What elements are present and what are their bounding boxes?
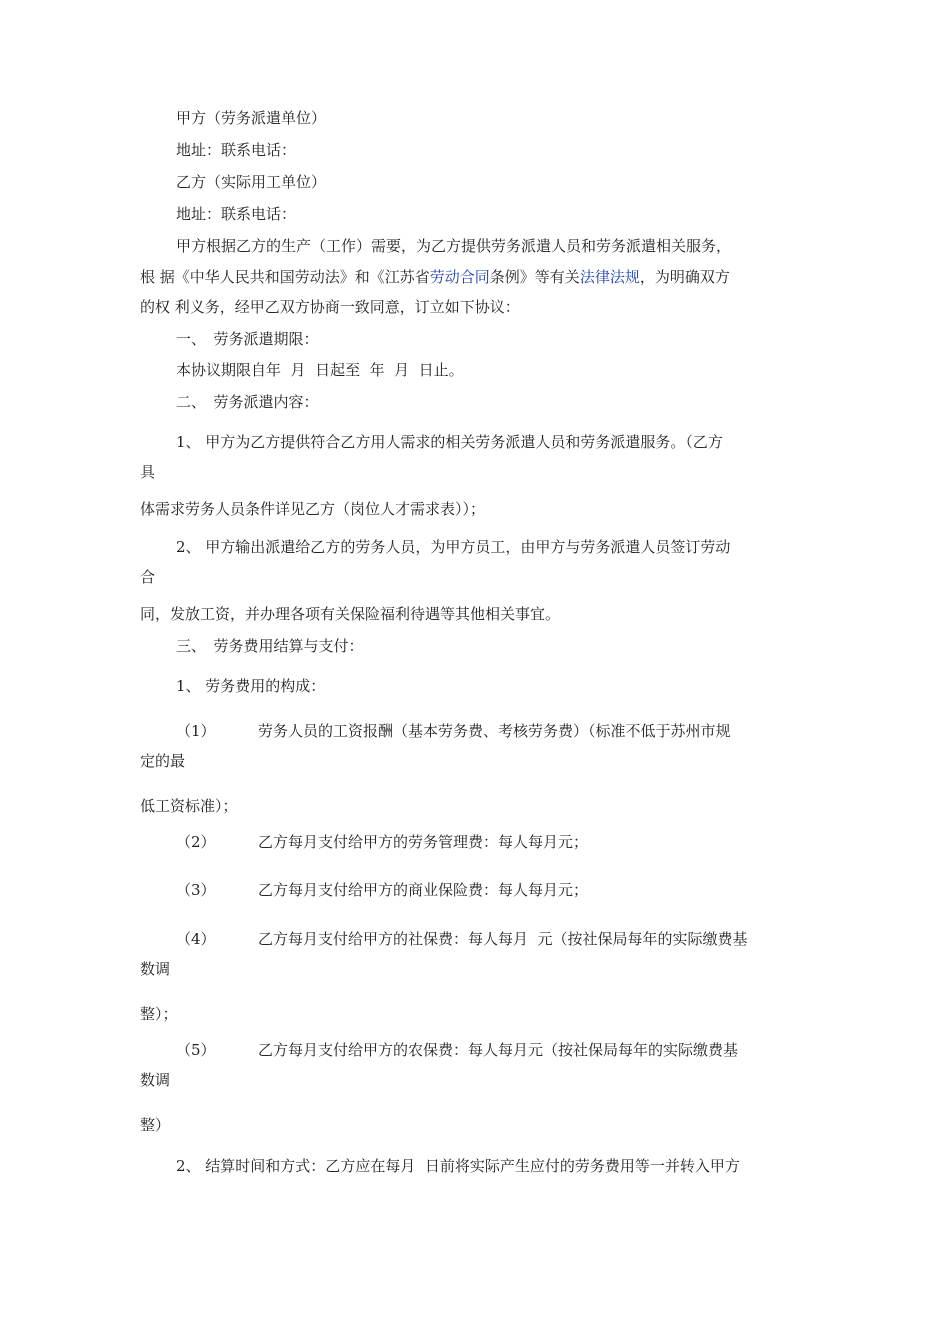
laws-link[interactable]: 法律法规 [579, 268, 640, 286]
fee-4-line-3: 整）； [140, 1005, 178, 1023]
fee-1-line-3: 低工资标准）； [140, 797, 238, 815]
fee-4-line-2: 数调 [140, 960, 171, 978]
labor-contract-link[interactable]: 劳动合同 [429, 268, 490, 286]
fee-1-line-1: 劳务人员的工资报酬（基本劳务费、考核劳务费）（标准不低于苏州市规 [258, 722, 731, 740]
section-1-title: 一、 劳务派遣期限： [176, 330, 319, 348]
intro-line-3: 的权 利义务，经甲乙双方协商一致同意，订立如下协议： [140, 298, 520, 316]
section-2-item-2-line-1: 2、 甲方输出派遣给乙方的劳务人员，为甲方员工，由甲方与劳务派遣人员签订劳动 [176, 538, 731, 556]
party-b-address: 地址：联系电话： [176, 205, 297, 223]
intro-line-2 [140, 267, 730, 287]
section-2-item-1-line-3: 体需求劳务人员条件详见乙方（岗位人才需求表））； [140, 500, 486, 518]
fee-4-number: （4） [176, 930, 216, 948]
fee-2-number: （2） [176, 833, 216, 851]
fee-1-number: （1） [176, 722, 216, 740]
section-1-body: 本协议期限自年 月 日起至 年 月 日止。 [176, 361, 464, 379]
section-3-item-1-title: 1、 劳务费用的构成： [176, 677, 326, 695]
section-2-item-2-line-3: 同，发放工资，并办理各项有关保险福利待遇等其他相关事宜。 [140, 605, 561, 623]
fee-3-line-1: 乙方每月支付给甲方的商业保险费：每人每月元； [258, 881, 589, 899]
intro-line-1: 甲方根据乙方的生产（工作）需要，为乙方提供劳务派遣人员和劳务派遣相关服务， [176, 237, 732, 255]
intro-text-a: 根 据《中华人民共和国劳动法》和《江苏省 [140, 268, 430, 286]
intro-text-c: ，为明确双方 [639, 268, 730, 286]
fee-1-line-2: 定的最 [140, 752, 186, 770]
party-a-address: 地址：联系电话： [176, 141, 297, 159]
fee-5-line-1: 乙方每月支付给甲方的农保费：每人每月元（按社保局每年的实际缴费基 [258, 1041, 739, 1059]
fee-3-number: （3） [176, 881, 216, 899]
section-2-item-1-line-2: 具 [140, 463, 156, 481]
party-b-title: 乙方（实际用工单位） [176, 173, 327, 191]
section-2-title: 二、 劳务派遣内容： [176, 393, 319, 411]
fee-5-number: （5） [176, 1041, 216, 1059]
fee-4-line-1: 乙方每月支付给甲方的社保费：每人每月 元（按社保局每年的实际缴费基 [258, 930, 748, 948]
section-2-item-2-line-2: 合 [140, 568, 156, 586]
intro-text-b: 条例》等有关 [489, 268, 580, 286]
section-2-item-1-line-1: 1、 甲方为乙方提供符合乙方用人需求的相关劳务派遣人员和劳务派遣服务。（乙方 [176, 433, 723, 451]
party-a-title: 甲方（劳务派遣单位） [176, 109, 327, 127]
section-3-item-2: 2、 结算时间和方式：乙方应在每月 日前将实际产生应付的劳务费用等一并转入甲方 [176, 1157, 740, 1175]
fee-5-line-3: 整） [140, 1116, 171, 1134]
fee-5-line-2: 数调 [140, 1071, 171, 1089]
section-3-title: 三、 劳务费用结算与支付： [176, 637, 364, 655]
fee-2-line-1: 乙方每月支付给甲方的劳务管理费：每人每月元； [258, 833, 589, 851]
